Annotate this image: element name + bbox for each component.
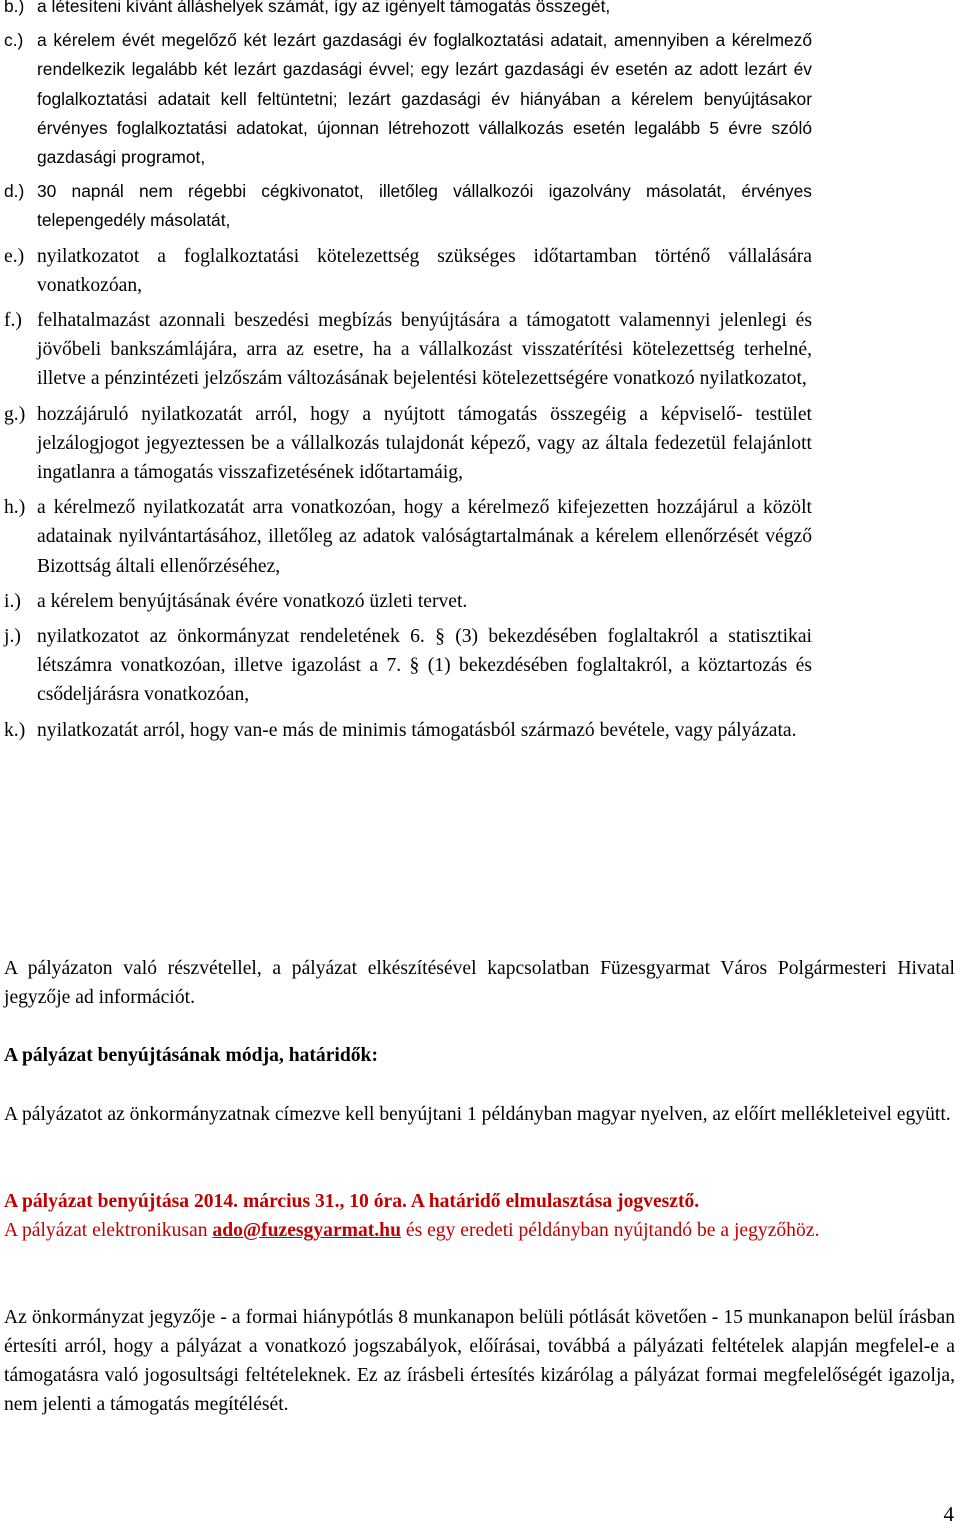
list-item-f <box>4 306 812 394</box>
list-item-b <box>4 0 812 21</box>
list-item-text: a kérelmező nyilatkozatát arra vonatkozóan, hogy a kérelmező kifejezetten hozzájárul a közölt adatainak nyilvántartásához, illetőleg az adatok valóságtartalmának a kérelem ellenőrzését végző Bizottság általi ellenőrzéséhez, <box>37 497 812 577</box>
list-item-label: e.) <box>4 245 25 267</box>
electronic-text-after: és egy eredeti példányban nyújtandó be a jegyzőhöz. <box>400 1220 820 1241</box>
list-item-text: 30 napnál nem régebbi cégkivonatot, illetőleg vállalkozói igazolvány másolatát, érvényes telepengedély másolatát, <box>37 181 812 231</box>
list-item-text: hozzájáruló nyilatkozatát arról, hogy a nyújtott támogatás összegéig a képviselő- testület jelzálogjogot jegyeztessen be a vállalkozás tulajdonát képező, vagy az általa fedezetül felajánlott ingatlanra a támogatás visszafizetésének időtartamáig, <box>37 403 812 484</box>
info-paragraph: A pályázaton való részvétellel, a pályázat elkészítésével kapcsolatban Füzesgyarmat Város Polgármesteri Hivatal jegyzője ad információt. <box>4 958 955 1008</box>
email-link[interactable]: ado@fuzesgyarmat.hu <box>212 1220 401 1241</box>
list-item-label: c.) <box>4 30 24 51</box>
list-item-label: h.) <box>4 497 26 519</box>
list-item-text: nyilatkozatot a foglalkoztatási kötelezettség szükséges időtartamban történő vállalására vonatkozóan, <box>37 245 812 296</box>
list-item-text: a létesíteni kívánt álláshelyek számát, így az igényelt támogatás összegét, <box>37 0 611 16</box>
list-item-e <box>4 242 812 300</box>
deadline-line: A pályázat benyújtása 2014. március 31., 10 óra. A határidő elmulasztása jogvesztő. <box>4 1191 700 1212</box>
submit-paragraph: A pályázatot az önkormányzatnak címezve kell benyújtani 1 példányban magyar nyelven, az előírt mellékleteivel együtt. <box>4 1104 951 1125</box>
section-heading: A pályázat benyújtásának módja, határidők: <box>4 1045 378 1066</box>
list-item-c <box>4 26 812 172</box>
list-item-text: nyilatkozatát arról, hogy van-e más de minimis támogatásból származó bevétele, vagy pályázata. <box>37 719 797 741</box>
list-item-label: j.) <box>4 626 21 648</box>
list-item-label: f.) <box>4 310 22 332</box>
notary-paragraph: Az önkormányzat jegyzője - a formai hiánypótlás 8 munkanapon belüli pótlását követően - 15 munkanapon belül írásban értesíti arról, hogy a pályázat a vonatkozó jogszabályok, előírásai, továbbá a pályázati feltételek alapján megfelel-e a támogatásra való jogosultsági feltételeknek. Ez az írásbeli értesítés kizárólag a pályázat formai megfelelőségét igazolja, nem jelenti a támogatás megítélését. <box>4 1307 955 1415</box>
list-item-label: i.) <box>4 590 21 612</box>
list-item-label: g.) <box>4 403 26 425</box>
list-item-text: felhatalmazást azonnali beszedési megbízás benyújtására a támogatott valamennyi jelenlegi és jövőbeli bankszámlájára, arra az esetre, ha a vállalkozást visszatérítési kötelezettség terhelné, illetve a pénzintézeti jelzőszám változásának bejelentési kötelezettségére vonatkozó nyilatkozatot, <box>37 310 812 390</box>
electronic-submission-line <box>4 1216 955 1245</box>
list-item-k <box>4 716 812 745</box>
list-item-text: a kérelem évét megelőző két lezárt gazdasági év foglalkoztatási adatait, amennyiben a kérelmező rendelkezik legalább két lezárt gazdasági évvel; egy lezárt gazdasági év esetén az adott lezárt év foglalkoztatási adatait kell feltüntetni; lezárt gazdasági év hiányában a kérelem benyújtásakor érvényes foglalkoztatási adatokat, újonnan létrehozott vállalkozás esetén legalább 5 évre szóló gazdasági programot, <box>37 30 812 168</box>
deadline-block <box>4 1187 955 1245</box>
list-item-text: nyilatkozatot az önkormányzat rendeletének 6. § (3) bekezdésében foglaltakról a statisztikai létszámra vonatkozóan, illetve igazolást a 7. § (1) bekezdésében foglaltakról, a köztartozás és csődeljárásra vonatkozóan, <box>37 626 812 706</box>
requirements-list <box>4 0 812 745</box>
electronic-text-before: A pályázat elektronikusan <box>4 1220 213 1241</box>
list-item-d <box>4 177 812 235</box>
page-number: 4 <box>943 1502 954 1526</box>
list-item-label: k.) <box>4 719 26 741</box>
list-item-g <box>4 400 812 488</box>
list-item-j <box>4 622 812 710</box>
list-item-label: b.) <box>4 0 25 16</box>
list-item-h <box>4 493 812 581</box>
list-item-label: d.) <box>4 181 25 202</box>
list-item-text: a kérelem benyújtásának évére vonatkozó üzleti tervet. <box>37 590 468 612</box>
list-item-i <box>4 587 812 616</box>
